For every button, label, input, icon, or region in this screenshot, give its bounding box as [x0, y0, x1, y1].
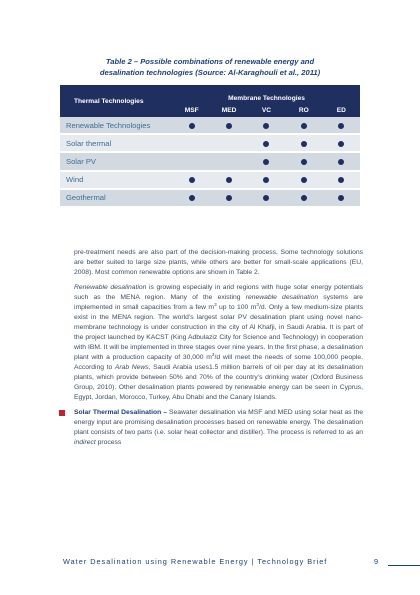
filled-circle-icon — [301, 141, 307, 147]
row-label: Wind — [60, 171, 173, 189]
column-header-ro: RO — [285, 103, 322, 117]
cell-med — [210, 152, 247, 170]
cell-msf — [173, 189, 210, 207]
cell-ed — [323, 117, 360, 134]
filled-circle-icon — [226, 195, 232, 201]
cell-ro — [285, 189, 322, 207]
paragraph-text: , Saudi Arabia uses1.5 million barrels of oil per day at its desalination plants, which provide between 50% and 70% of the country’s drinking water (Oxford Business Group, 2010). Other desalination plants powered by renewable energy can be seen in Cyprus, Egypt, Jordan, Morocco, Turkey, Abu Dhabi and the Canary Islands. — [74, 364, 363, 401]
filled-circle-icon — [263, 177, 269, 183]
row-label: Renewable Technologies — [60, 117, 173, 134]
filled-circle-icon — [301, 159, 307, 165]
footer-title: Water Desalination using Renewable Energy | Technology Brief — [63, 557, 328, 566]
paragraph-intro: pre-treatment needs are also part of the decision-making process. Some technology solutions are better suited to large size plants, while others are better for small-scale applications (EU, 2008). Most common renewable options are shown in Table 2. — [74, 249, 363, 276]
cell-ed — [323, 189, 360, 207]
paragraph-text: is growing especially in arid regions with huge solar energy potentials such as the MENA region. Many of the existing — [74, 284, 363, 301]
row-label: Geothermal — [60, 189, 173, 207]
filled-circle-icon — [263, 123, 269, 129]
paragraph-text: process — [95, 439, 122, 446]
technology-combination-table — [60, 85, 360, 208]
filled-circle-icon — [338, 195, 344, 201]
paragraph-text: systems are implemented in small capacities from a few m — [74, 294, 363, 311]
cell-ed — [323, 134, 360, 152]
filled-circle-icon — [263, 141, 269, 147]
cell-vc — [248, 134, 285, 152]
cell-vc — [248, 171, 285, 189]
cell-ro — [285, 152, 322, 170]
superscript: 3 — [256, 302, 259, 307]
column-header-med: MED — [210, 103, 247, 117]
page-number: 9 — [374, 557, 379, 566]
thermal-technologies-header: Thermal Technologies — [60, 85, 173, 117]
paragraph-text: /d. Only a few medium-size plants exist in the MENA region. The world’s largest solar PV desalination plant using novel nano-membrane technology is under construction in the city of Al Khafji, in Saudi Arabia. It is part of the project launched by KACST (King Adbulaziz City for Science and Technology) in cooperation with IBM. It will be implemented in three stages over nine years. In the first phase, a desalination plant with a production capacity of 30,000 m — [74, 304, 363, 361]
cell-med — [210, 117, 247, 134]
footer-rule — [388, 565, 420, 566]
table-row — [60, 152, 360, 170]
term-arab-news: Arab News — [114, 364, 149, 371]
table-caption — [60, 56, 360, 78]
cell-msf — [173, 152, 210, 170]
body-text — [74, 248, 363, 453]
filled-circle-icon — [338, 123, 344, 129]
cell-ro — [285, 117, 322, 134]
cell-med — [210, 189, 247, 207]
row-label: Solar PV — [60, 152, 173, 170]
filled-circle-icon — [301, 177, 307, 183]
table-row — [60, 134, 360, 152]
column-header-msf: MSF — [173, 103, 210, 117]
filled-circle-icon — [189, 195, 195, 201]
paragraph-text: Seawater desalination via MSF and MED using solar heat as the energy input are promising desalination processes based on renewable energy. The desalination plant consists of two parts (i.e. solar heat collector and distiller). The process is referred to as an — [74, 409, 363, 436]
membrane-technologies-header: Membrane Technologies — [173, 85, 360, 103]
table-row — [60, 117, 360, 134]
caption-line-1: Table 2 – Possible combinations of renewable energy and — [105, 57, 315, 66]
red-square-bullet-icon — [59, 410, 65, 416]
superscript: 3 — [214, 302, 217, 307]
cell-ed — [323, 152, 360, 170]
filled-circle-icon — [263, 195, 269, 201]
filled-circle-icon — [338, 177, 344, 183]
cell-ro — [285, 134, 322, 152]
caption-line-2: desalination technologies (Source: Al-Karaghouli et al., 2011) — [99, 68, 321, 77]
cell-msf — [173, 117, 210, 134]
filled-circle-icon — [226, 123, 232, 129]
cell-med — [210, 134, 247, 152]
table-row — [60, 189, 360, 207]
cell-ed — [323, 171, 360, 189]
row-label: Solar thermal — [60, 134, 173, 152]
section-heading-solar-thermal: Solar Thermal Desalination – — [74, 409, 167, 416]
term-indirect: indirect — [74, 439, 96, 446]
paragraph-text: /d will meet the needs of some 100,000 people. According to — [74, 354, 363, 371]
cell-vc — [248, 189, 285, 207]
cell-vc — [248, 152, 285, 170]
paragraph-solar-thermal — [74, 408, 363, 448]
filled-circle-icon — [338, 141, 344, 147]
paragraph-text: up to 100 m — [216, 304, 257, 311]
column-header-ed: ED — [323, 103, 360, 117]
column-header-vc: VC — [248, 103, 285, 117]
filled-circle-icon — [338, 159, 344, 165]
table-row — [60, 171, 360, 189]
filled-circle-icon — [189, 177, 195, 183]
paragraph-renewable-desalination — [74, 283, 363, 403]
filled-circle-icon — [301, 195, 307, 201]
cell-med — [210, 171, 247, 189]
term-renewable-desalination: Renewable desalination — [74, 284, 147, 291]
superscript: 3 — [211, 352, 215, 357]
cell-msf — [173, 171, 210, 189]
cell-ro — [285, 171, 322, 189]
filled-circle-icon — [189, 123, 195, 129]
term-renewable-desalination-2: renewable desalination — [245, 294, 319, 301]
filled-circle-icon — [226, 177, 232, 183]
filled-circle-icon — [301, 123, 307, 129]
filled-circle-icon — [263, 159, 269, 165]
cell-msf — [173, 134, 210, 152]
cell-vc — [248, 117, 285, 134]
